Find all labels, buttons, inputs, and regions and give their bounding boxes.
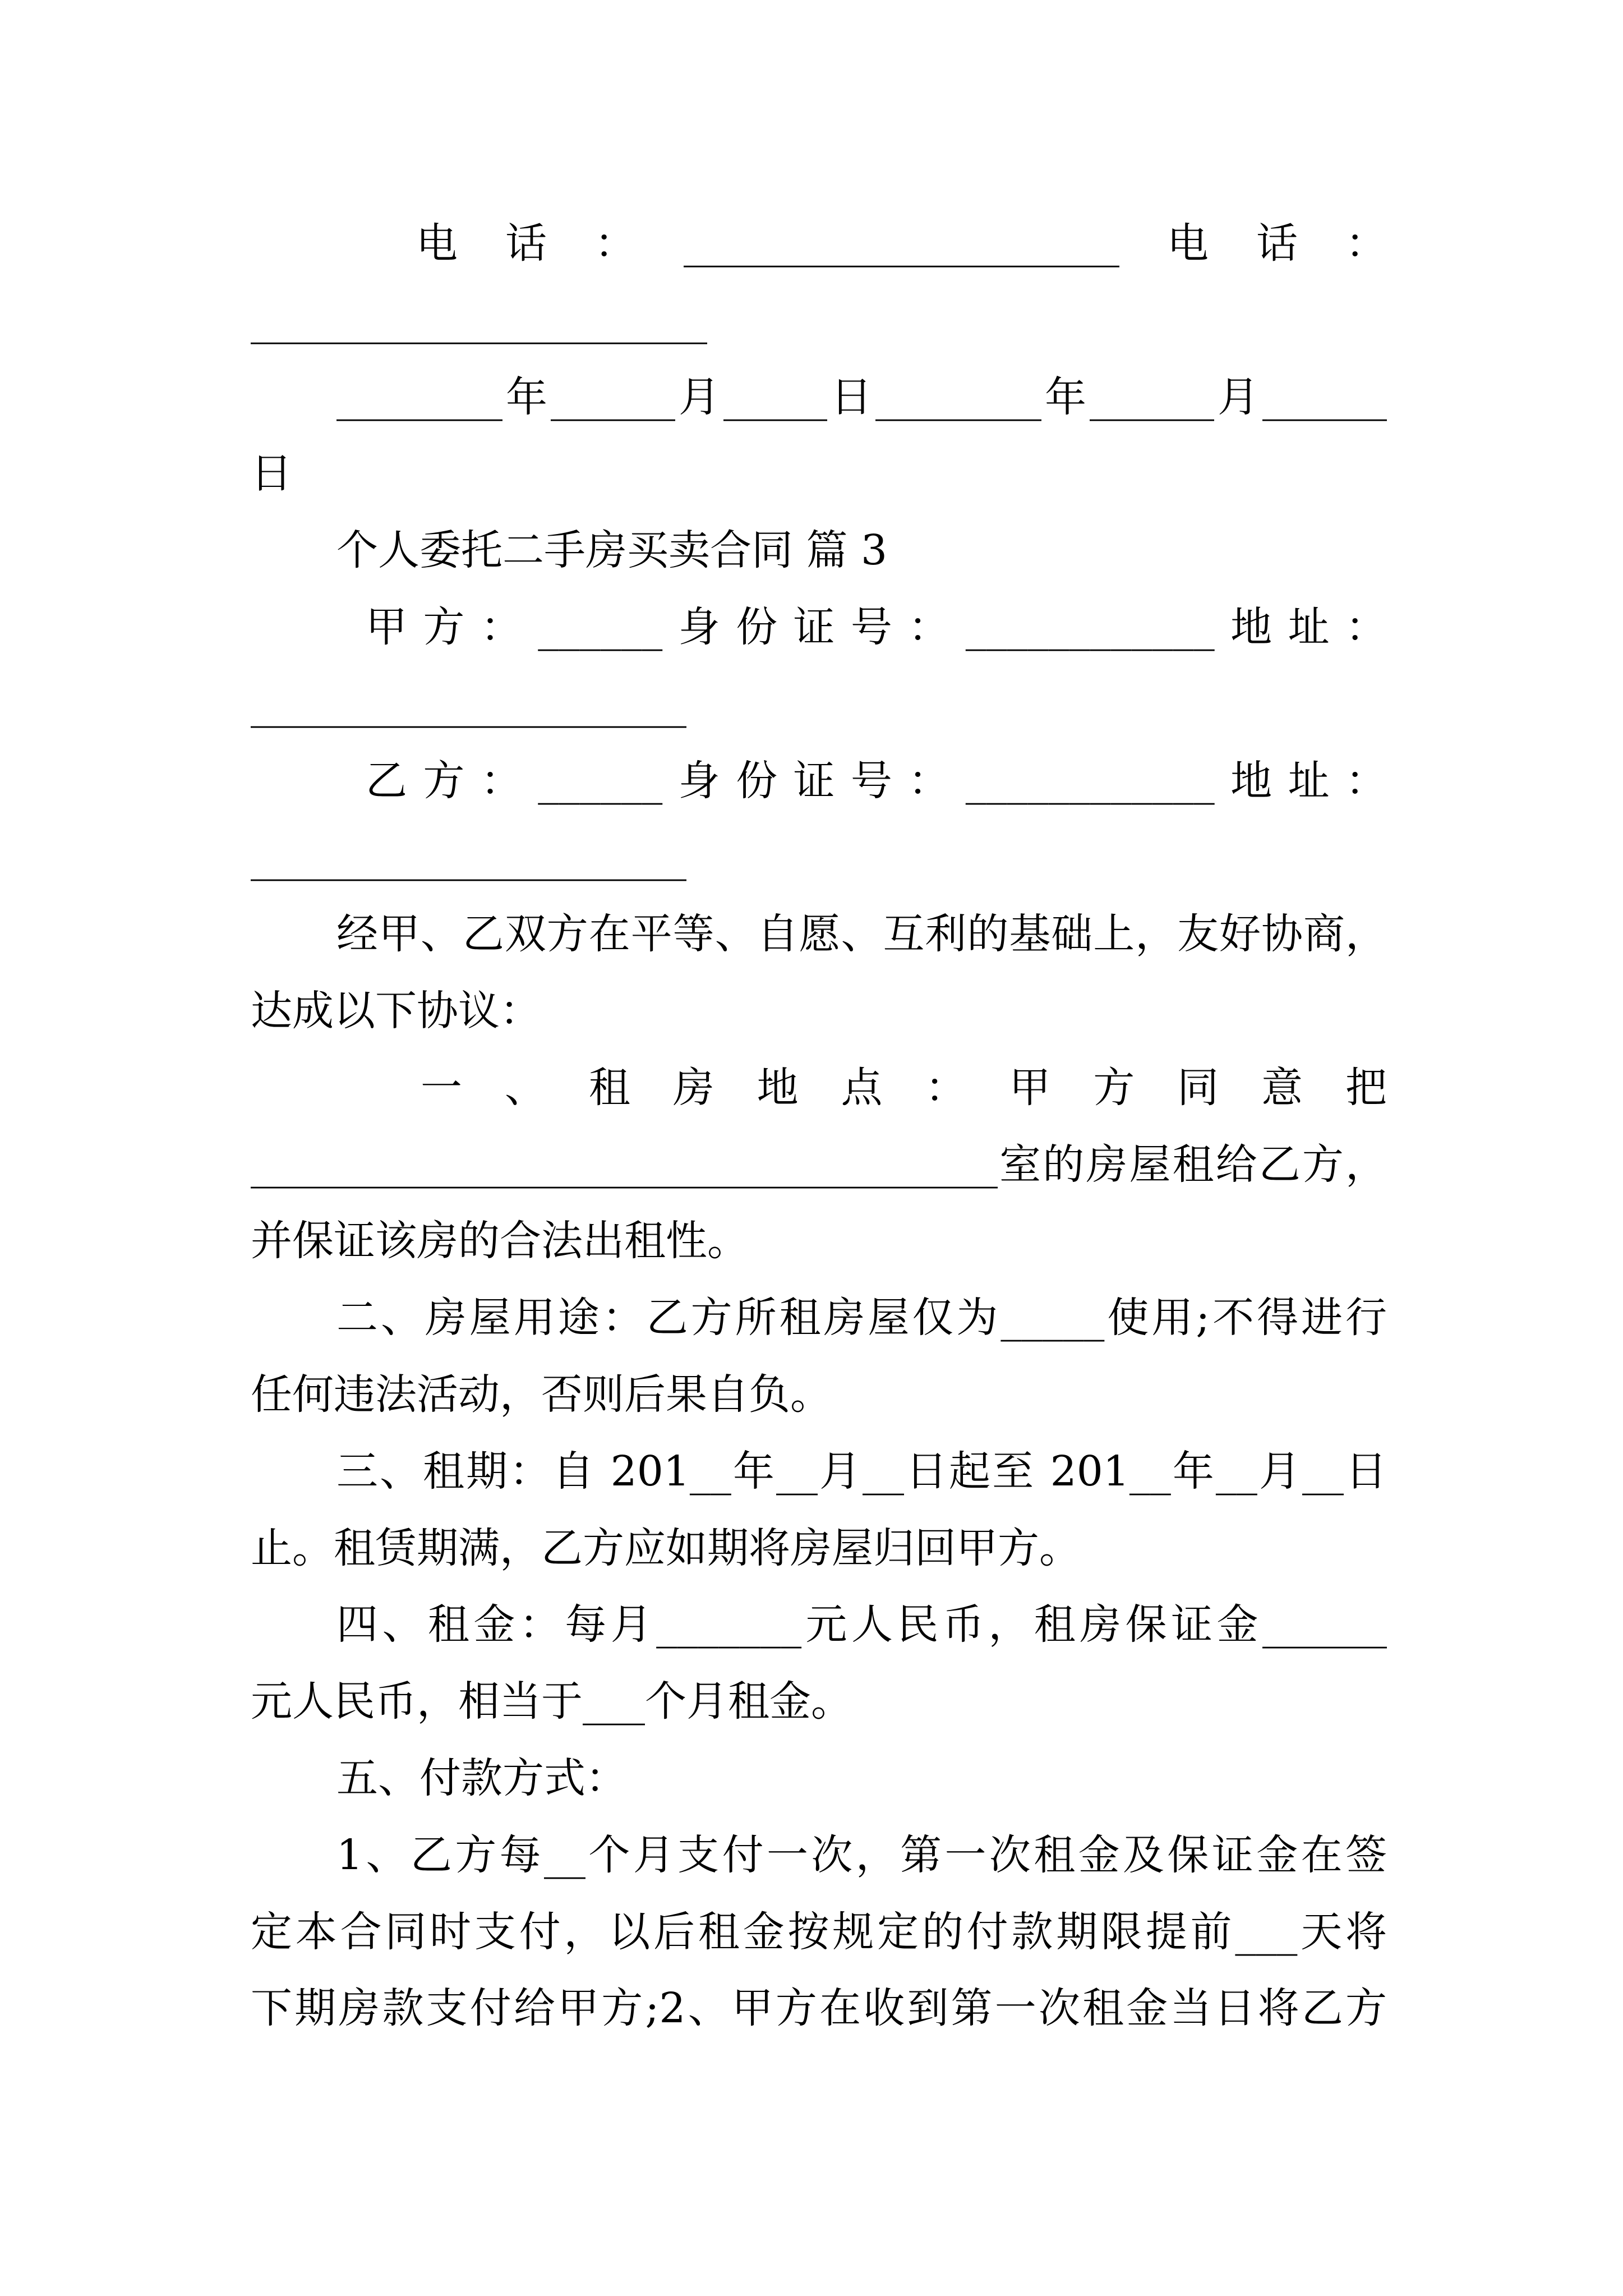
party-b-address-continued: _____________________ — [251, 833, 686, 882]
date-line-end: 日 — [251, 449, 292, 498]
clause-rent: 四、租金：每月_______元人民币，租房保证金______ — [336, 1600, 1387, 1649]
text-line: 下期房款支付给甲方;2、甲方在收到第一次租金当日将乙方 — [251, 1984, 1387, 2033]
section-title: 个人委托二手房买卖合同 篇 3 — [336, 526, 888, 575]
clause-rental-location: 一、租房地点：甲方同意把 — [421, 1063, 1387, 1112]
date-line: ________年______月_____日________年______月______ — [336, 372, 1387, 421]
text-line: 1、乙方每__个月支付一次，第一次租金及保证金在签 — [336, 1830, 1387, 1879]
text-line: ____________________________________室的房屋租给乙方， — [251, 1140, 1387, 1189]
text-line: 达成以下协议： — [251, 986, 541, 1035]
text-line: 元人民币，相当于___个月租金。 — [251, 1677, 852, 1726]
phone-line-continued: ______________________ — [251, 296, 707, 344]
clause-lease-term: 三、租期：自 201__年__月__日起至 201__年__月__日 — [336, 1447, 1387, 1496]
text-line: 止。租赁期满，乙方应如期将房屋归回甲方。 — [251, 1524, 1081, 1572]
party-a-line: 甲方：______身份证号：____________地址： — [366, 602, 1387, 651]
clause-house-use: 二、房屋用途：乙方所租房屋仅为_____使用;不得进行 — [336, 1294, 1387, 1342]
phone-line: 电话：_____________________电话： — [416, 219, 1387, 268]
text-line: 定本合同时支付，以后租金按规定的付款期限提前___天将 — [251, 1907, 1387, 1956]
clause-payment-method: 五、付款方式： — [336, 1754, 627, 1802]
text-line: 经甲、乙双方在平等、自愿、互利的基础上，友好协商， — [336, 910, 1387, 959]
document-body — [251, 205, 1387, 2047]
party-b-line: 乙方：______身份证号：____________地址： — [366, 756, 1387, 805]
text-line: 并保证该房的合法出租性。 — [251, 1217, 749, 1266]
text-line: 任何违法活动，否则后果自负。 — [251, 1370, 832, 1419]
party-a-address-continued: _____________________ — [251, 679, 686, 728]
